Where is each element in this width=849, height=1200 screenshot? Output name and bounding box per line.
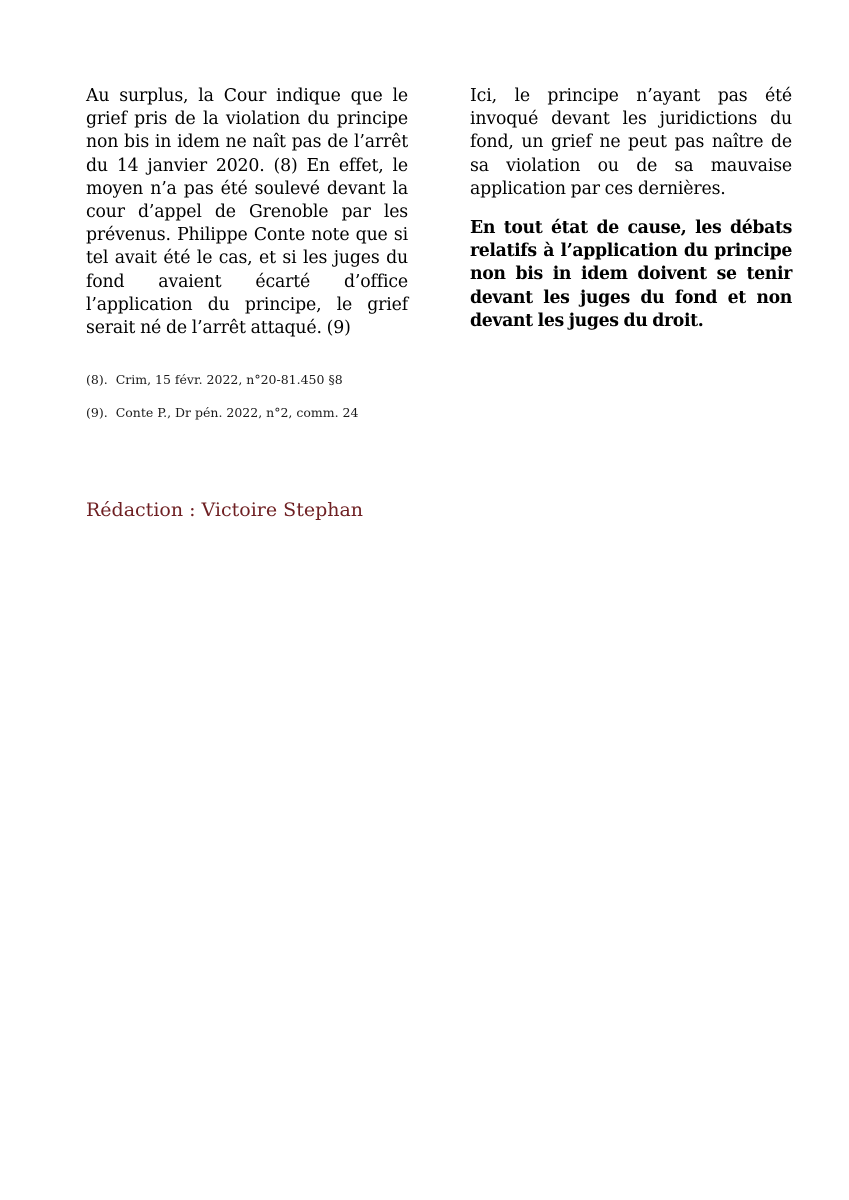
left-column-paragraph: Au surplus, la Cour indique que le grief pris de la violation du principe non bis in idem ne naît pas de l’arrêt du 14 janvier 2020. (8) En effet, le moyen n’a pas été soulevé devant la cour d’appel de Grenoble par les prévenus. Philippe Conte note que si tel avait été le cas, et si les juges du fond avaient écarté d’office l’application du principe, le grief serait né de l’arrêt attaqué. (9) [86, 86, 408, 339]
author-credit: Rédaction : Victoire Stephan [86, 499, 364, 521]
footnotes [86, 372, 586, 438]
footnote-item [86, 372, 586, 388]
footnote-number: (8). [86, 372, 108, 387]
two-column-body [86, 85, 792, 340]
left-column [86, 85, 408, 340]
footnote-item [86, 405, 586, 421]
footnote-text: Crim, 15 févr. 2022, n°20-81.450 §8 [115, 372, 343, 387]
right-column-paragraph: Ici, le principe n’ayant pas été invoqué devant les juridictions du fond, un grief ne peut pas naître de sa violation ou de sa mauvaise application par ces dernières. [470, 86, 792, 199]
conclusion-paragraph: En tout état de cause, les débats relatifs à l’application du principe non bis in idem doivent se tenir devant les juges du fond et non devant les juges du droit. [470, 218, 792, 331]
right-column [470, 85, 792, 340]
footnote-number: (9). [86, 405, 108, 420]
footnote-text: Conte P., Dr pén. 2022, n°2, comm. 24 [115, 405, 359, 420]
